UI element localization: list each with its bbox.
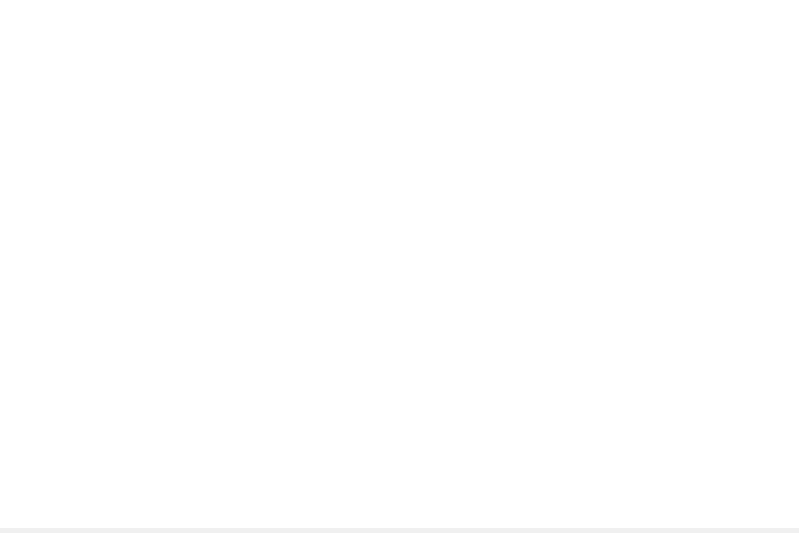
page-bottom-edge bbox=[0, 528, 799, 533]
